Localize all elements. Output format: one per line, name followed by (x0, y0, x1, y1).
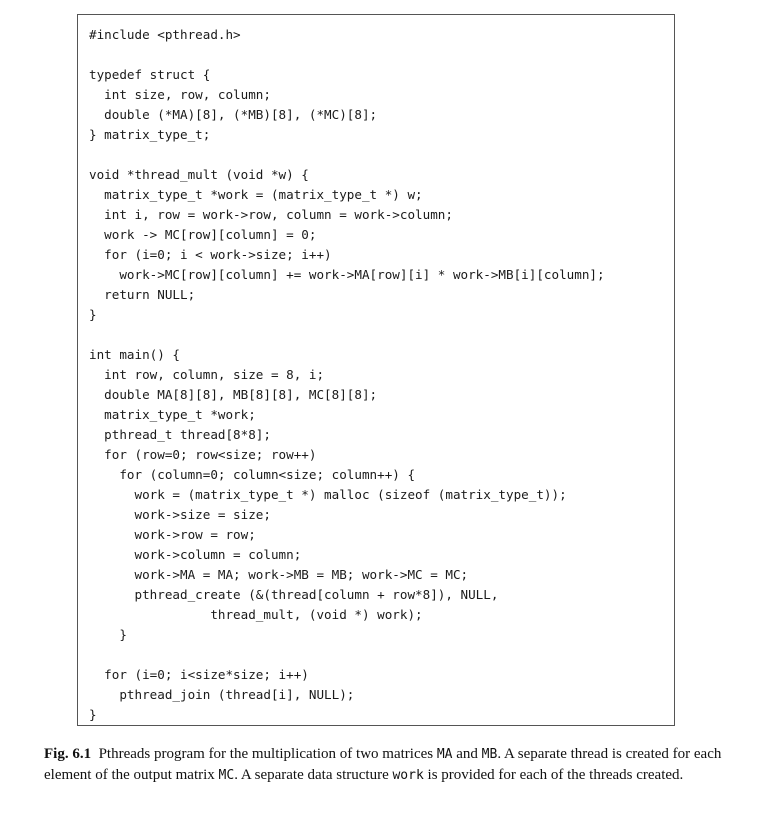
code-line (89, 45, 605, 65)
code-line: void *thread_mult (void *w) { (89, 167, 309, 182)
code-line: } (89, 707, 97, 722)
code-line: double (*MA)[8], (*MB)[8], (*MC)[8]; (89, 107, 378, 122)
code-line: int size, row, column; (89, 87, 271, 102)
code-line: } matrix_type_t; (89, 127, 211, 142)
caption-text: . A separate data structure (234, 767, 393, 783)
caption-code: MC (218, 768, 235, 783)
code-line: for (i=0; i < work->size; i++) (89, 247, 332, 262)
code-line: #include <pthread.h> (89, 27, 241, 42)
code-line: } (89, 627, 127, 642)
code-line (89, 325, 605, 345)
code-line: work->MA = MA; work->MB = MB; work->MC = MC; (89, 567, 469, 582)
code-line: work->size = size; (89, 507, 271, 522)
code-line: work->MC[row][column] += work->MA[row][i] * work->MB[i][column]; (89, 267, 605, 282)
code-line: work->column = column; (89, 547, 302, 562)
code-line (89, 145, 605, 165)
code-line: typedef struct { (89, 67, 211, 82)
caption-text: is provided for each of the threads created. (423, 767, 684, 783)
code-listing-box (77, 14, 675, 726)
caption-code: work (392, 768, 424, 783)
caption-text: . A separate thread is created for each element of the output matrix (44, 746, 722, 783)
code-line: thread_mult, (void *) work); (89, 607, 423, 622)
code-listing (89, 25, 605, 725)
code-line: matrix_type_t *work; (89, 407, 256, 422)
caption-text: Pthreads program for the multiplication of two matrices (98, 746, 437, 762)
code-line: matrix_type_t *work = (matrix_type_t *) w; (89, 187, 423, 202)
figure-caption (44, 744, 734, 786)
caption-text: and (452, 746, 482, 762)
code-line: int i, row = work->row, column = work->column; (89, 207, 453, 222)
code-line: pthread_t thread[8*8]; (89, 427, 271, 442)
code-line: work -> MC[row][column] = 0; (89, 227, 317, 242)
code-line: work = (matrix_type_t *) malloc (sizeof (matrix_type_t)); (89, 487, 567, 502)
code-line: } (89, 307, 97, 322)
figure-label: Fig. 6.1 (44, 746, 92, 762)
code-line: return NULL; (89, 287, 196, 302)
code-line (89, 645, 605, 665)
code-line: for (column=0; column<size; column++) { (89, 467, 416, 482)
code-line: pthread_join (thread[i], NULL); (89, 687, 355, 702)
code-line: pthread_create (&(thread[column + row*8]), NULL, (89, 587, 499, 602)
code-line: work->row = row; (89, 527, 256, 542)
code-line: int row, column, size = 8, i; (89, 367, 325, 382)
caption-code: MB (481, 747, 498, 762)
caption-code: MA (436, 747, 453, 762)
code-line: for (row=0; row<size; row++) (89, 447, 317, 462)
code-line: double MA[8][8], MB[8][8], MC[8][8]; (89, 387, 378, 402)
code-line: for (i=0; i<size*size; i++) (89, 667, 309, 682)
code-line: int main() { (89, 347, 180, 362)
